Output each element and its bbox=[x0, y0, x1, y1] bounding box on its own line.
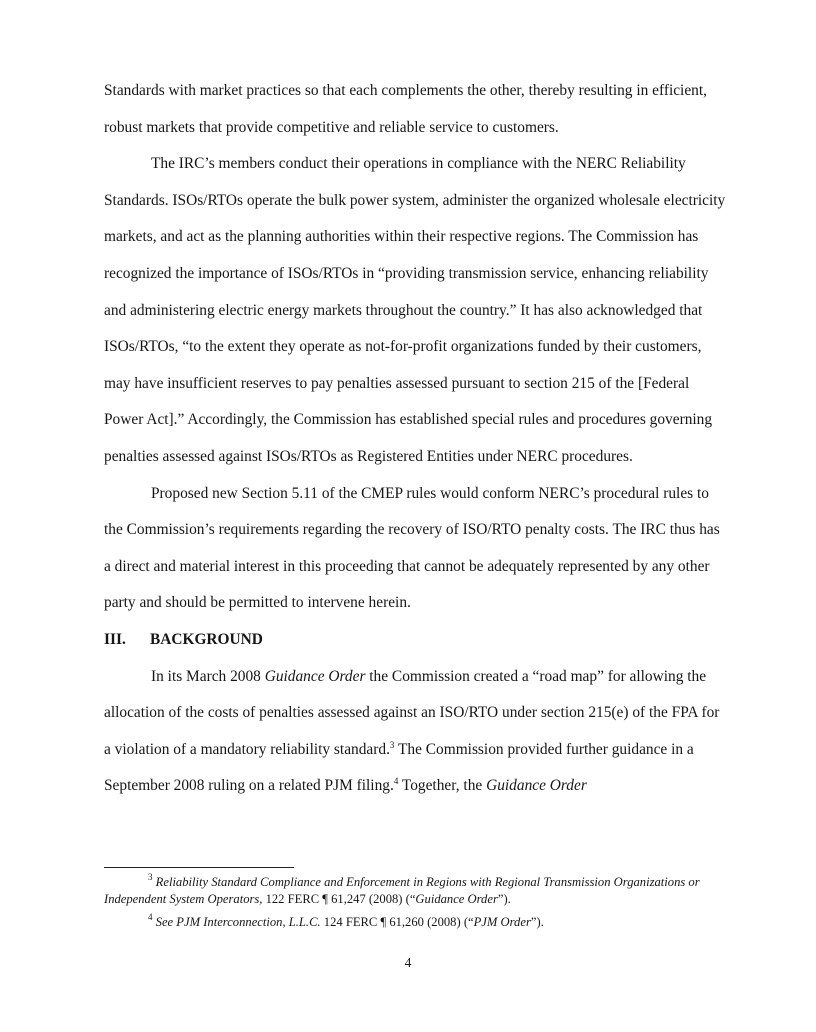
footnote-short-name: Guidance Order bbox=[415, 892, 498, 906]
case-name-italic: Guidance Order bbox=[264, 667, 366, 685]
footnote-citation: 122 FERC ¶ 61,247 (2008) (“ bbox=[262, 892, 416, 906]
text-run: In its March 2008 bbox=[151, 667, 265, 685]
footnote-separator bbox=[104, 867, 294, 868]
paragraph-background bbox=[104, 659, 726, 805]
page-number: 4 bbox=[404, 955, 412, 970]
section-title: BACKGROUND bbox=[150, 630, 263, 648]
paragraph-continuation: Standards with market practices so that each complements the other, thereby resulting in efficient, robust markets that provide competitive and reliable service to customers. bbox=[104, 82, 707, 136]
footnote-end: ”). bbox=[497, 892, 511, 906]
footnote-ref-4: 4 bbox=[393, 776, 399, 787]
footnote-marker: 4 bbox=[148, 912, 153, 922]
text-run: The Commission provided further guidance in a September 2008 ruling on a related PJM filing. bbox=[104, 740, 694, 795]
footnote-end: ”). bbox=[530, 915, 544, 929]
body-text bbox=[104, 73, 726, 805]
footnote-italic: See PJM Interconnection, L.L.C. bbox=[155, 915, 321, 929]
section-number: III. bbox=[104, 630, 126, 648]
section-heading bbox=[104, 622, 726, 659]
footnotes bbox=[104, 874, 726, 937]
footnote-3 bbox=[104, 874, 726, 908]
footnote-marker: 3 bbox=[148, 872, 153, 882]
footnote-citation: 124 FERC ¶ 61,260 (2008) (“ bbox=[320, 915, 474, 929]
paragraph-irc-members: The IRC’s members conduct their operations in compliance with the NERC Reliability Standards. ISOs/RTOs operate the bulk power system, administer the organized wholesale electricity markets, and act as the planning authorities within their respective regions. The Commission has recognized the importance of ISOs/RTOs in “providing transmission service, enhancing reliability and administering electric energy markets throughout the country.” It has also acknowledged that ISOs/RTOs, “to the extent they operate as not-for-profit organizations funded by their customers, may have insufficient reserves to pay penalties assessed pursuant to section 215 of the [Federal Power Act].” Accordingly, the Commission has established special rules and procedures governing penalties assessed against ISOs/RTOs as Registered Entities under NERC procedures. bbox=[104, 155, 726, 465]
footnote-4 bbox=[104, 914, 726, 931]
case-name-italic: Guidance Order bbox=[486, 777, 587, 795]
text-run: Together, the bbox=[398, 777, 487, 795]
footnote-italic: Reliability Standard Compliance and Enforcement in Regions with Regional Transmission Organizations or Independent System Operators, bbox=[104, 875, 700, 906]
footnote-ref-3: 3 bbox=[389, 739, 395, 750]
text-run: the Commission created a “road map” for allowing the allocation of the costs of penalties assessed against an ISO/RTO under section 215(e) of the FPA for a violation of a mandatory reliability standard. bbox=[104, 667, 720, 758]
footnote-short-name: PJM Order bbox=[473, 915, 531, 929]
paragraph-proposed-section: Proposed new Section 5.11 of the CMEP rules would conform NERC’s procedural rules to the Commission’s requirements regarding the recovery of ISO/RTO penalty costs. The IRC thus has a direct and material interest in this proceeding that cannot be adequately represented by any other party and should be permitted to intervene herein. bbox=[104, 484, 720, 612]
